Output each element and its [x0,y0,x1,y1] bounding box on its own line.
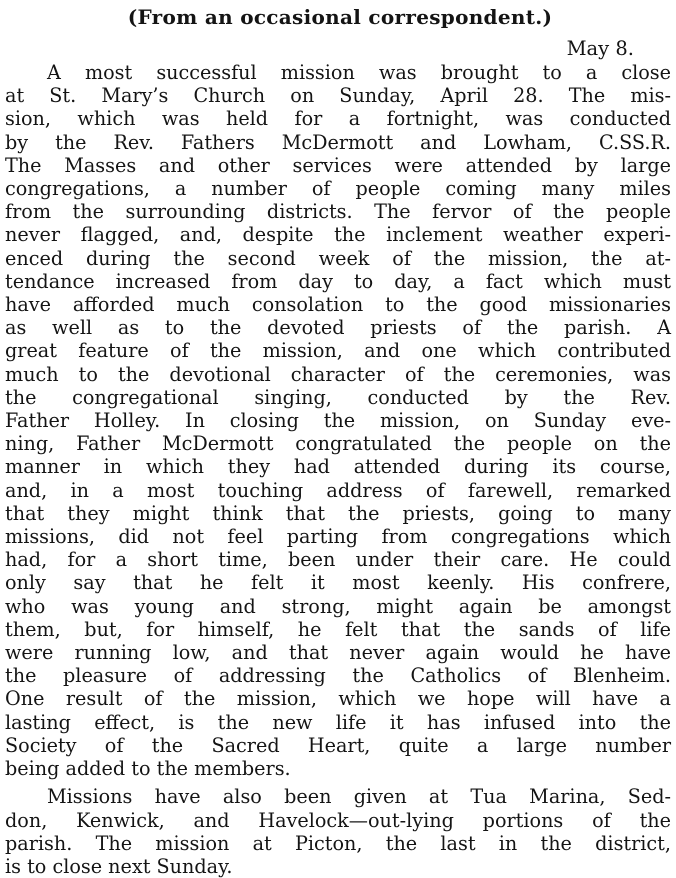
paragraph-1 [5,61,671,780]
text-line: had, for a short time, been under their care. He could [5,548,671,572]
text-line: only say that he felt it most keenly. His confrere, [5,571,671,595]
text-line: from the surrounding districts. The fervor of the people [5,200,671,224]
article [5,4,671,878]
text-line: One result of the mission, which we hope will have a [5,687,671,711]
text-line: The Masses and other services were attended by large [5,153,671,177]
text-line: that they might think that the priests, going to many [5,501,671,525]
text-line: have afforded much consolation to the good missionaries [5,293,671,317]
text-line: tendance increased from day to day, a fact which must [5,269,671,293]
text-line: don, Kenwick, and Havelock—out-lying portions of the [5,808,671,832]
text-line: missions, did not feel parting from congregations which [5,525,671,549]
text-line: lasting effect, is the new life it has infused into the [5,710,671,734]
text-line: Father Holley. In closing the mission, on Sunday eve- [5,409,671,433]
text-line: who was young and strong, might again be amongst [5,594,671,618]
text-line: parish. The mission at Picton, the last in the district, [5,831,671,855]
text-line: manner in which they had attended during its course, [5,455,671,479]
text-line: congregations, a number of people coming many miles [5,177,671,201]
text-line: being added to the members. [5,757,291,781]
text-line: by the Rev. Fathers McDermott and Lowham, C.SS.R. [5,130,671,154]
text-line: Missions have also been given at Tua Marina, Sed- [47,785,671,809]
dateline: May 8. [566,37,634,60]
text-line: ning, Father McDermott congratulated the people on the [5,432,671,456]
text-line: the congregational singing, conducted by the Rev. [5,385,671,409]
text-line: the pleasure of addressing the Catholics of Blenheim. [5,664,671,688]
article-header: (From an occasional correspondent.) [127,5,553,29]
text-line: at St. Mary’s Church on Sunday, April 28. The mis- [5,84,671,108]
text-line: Society of the Sacred Heart, quite a large number [5,733,671,757]
text-line: A most successful mission was brought to a close [47,61,671,84]
text-line: is to close next Sunday. [5,854,233,878]
text-line: and, in a most touching address of farewell, remarked [5,478,671,502]
text-line: were running low, and that never again would he have [5,641,671,665]
text-line: much to the devotional character of the ceremonies, was [5,362,671,386]
text-line: them, but, for himself, he felt that the sands of life [5,617,671,641]
paragraph-2 [5,785,671,878]
text-line: as well as to the devoted priests of the parish. A [5,316,671,340]
text-line: sion, which was held for a fortnight, was conducted [5,107,671,131]
text-line: never flagged, and, despite the inclement weather experi- [5,223,671,247]
text-line: enced during the second week of the mission, the at- [5,246,671,270]
text-line: great feature of the mission, and one which contributed [5,339,671,363]
